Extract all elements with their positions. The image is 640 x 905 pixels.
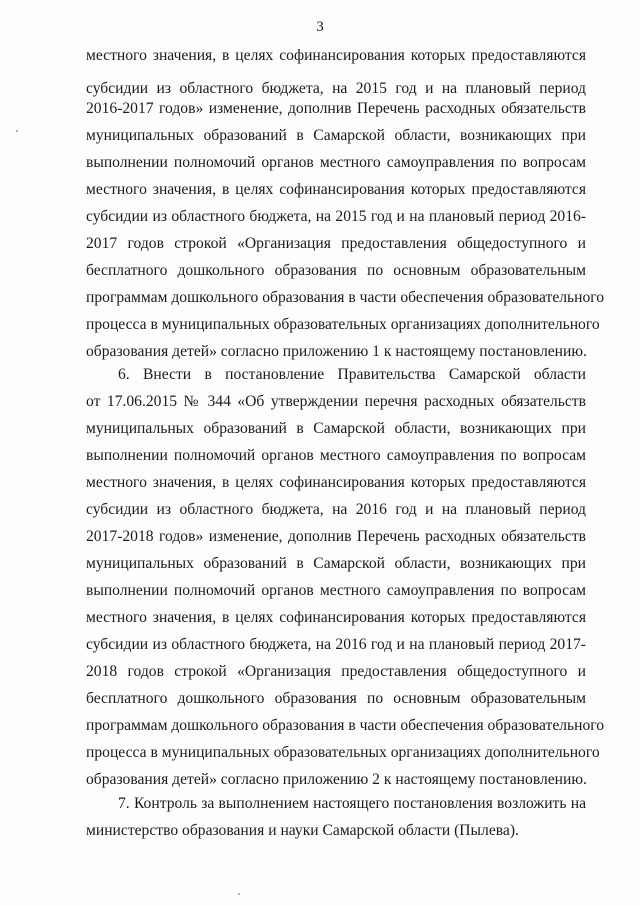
text-line: местного значения, в целях софинансирования которых предоставляются (86, 609, 586, 626)
text-line: 2017-2018 годов» изменение, дополнив Перечень расходных обязательств (86, 528, 586, 545)
text-line: субсидии из областного бюджета, на 2015 год и на плановый период (86, 80, 586, 97)
text-line: выполнении полномочий органов местного самоуправления по вопросам (86, 582, 586, 599)
paragraph-6-first-line: 6. Внести в постановление Правительства Самарской области (118, 366, 586, 383)
text-line: бесплатного дошкольного образования по основным образовательным (86, 690, 586, 707)
paragraph-7-first-line: 7. Контроль за выполнением настоящего постановления возложить на (118, 795, 586, 812)
text-line: программам дошкольного образования в части обеспечения образовательного (86, 289, 605, 306)
text-line: программам дошкольного образования в части обеспечения образовательного (86, 717, 605, 734)
text-line: процесса в муниципальных образовательных организациях дополнительного (86, 316, 600, 333)
text-line: процесса в муниципальных образовательных организациях дополнительного (86, 744, 600, 761)
text-line: 2017 годов строкой «Организация предоставления общедоступного и (86, 235, 586, 252)
text-line: муниципальных образований в Самарской области, возникающих при (86, 127, 586, 144)
text-line: 2018 годов строкой «Организация предоставления общедоступного и (86, 663, 586, 680)
text-line: муниципальных образований в Самарской области, возникающих при (86, 420, 586, 437)
text-line: местного значения, в целях софинансирования которых предоставляются (86, 47, 586, 64)
scan-speck (16, 130, 18, 132)
text-line: выполнении полномочий органов местного самоуправления по вопросам (86, 154, 586, 171)
text-line: субсидии из областного бюджета, на 2016 год и на плановый период (86, 501, 586, 518)
text-line: министерство образования и науки Самарской области (Пылева). (86, 822, 519, 839)
text-line: местного значения, в целях софинансирования которых предоставляются (86, 474, 586, 491)
scan-speck (238, 893, 240, 895)
text-line: субсидии из областного бюджета, на 2016 год и на плановый период 2017- (86, 636, 586, 653)
text-line: бесплатного дошкольного образования по основным образовательным (86, 262, 586, 279)
page-number: 3 (316, 19, 324, 35)
text-line: образования детей» согласно приложению 2 к настоящему постановлению. (86, 771, 587, 788)
text-line: выполнении полномочий органов местного самоуправления по вопросам (86, 447, 586, 464)
text-line: 2016-2017 годов» изменение, дополнив Перечень расходных обязательств (86, 100, 586, 117)
text-line: муниципальных образований в Самарской области, возникающих при (86, 555, 586, 572)
text-line: от 17.06.2015 № 344 «Об утверждении перечня расходных обязательств (86, 393, 586, 410)
text-line: субсидии из областного бюджета, на 2015 год и на плановый период 2016- (86, 208, 586, 225)
text-line: образования детей» согласно приложению 1 к настоящему постановлению. (86, 343, 587, 360)
text-line: местного значения, в целях софинансирования которых предоставляются (86, 181, 586, 198)
